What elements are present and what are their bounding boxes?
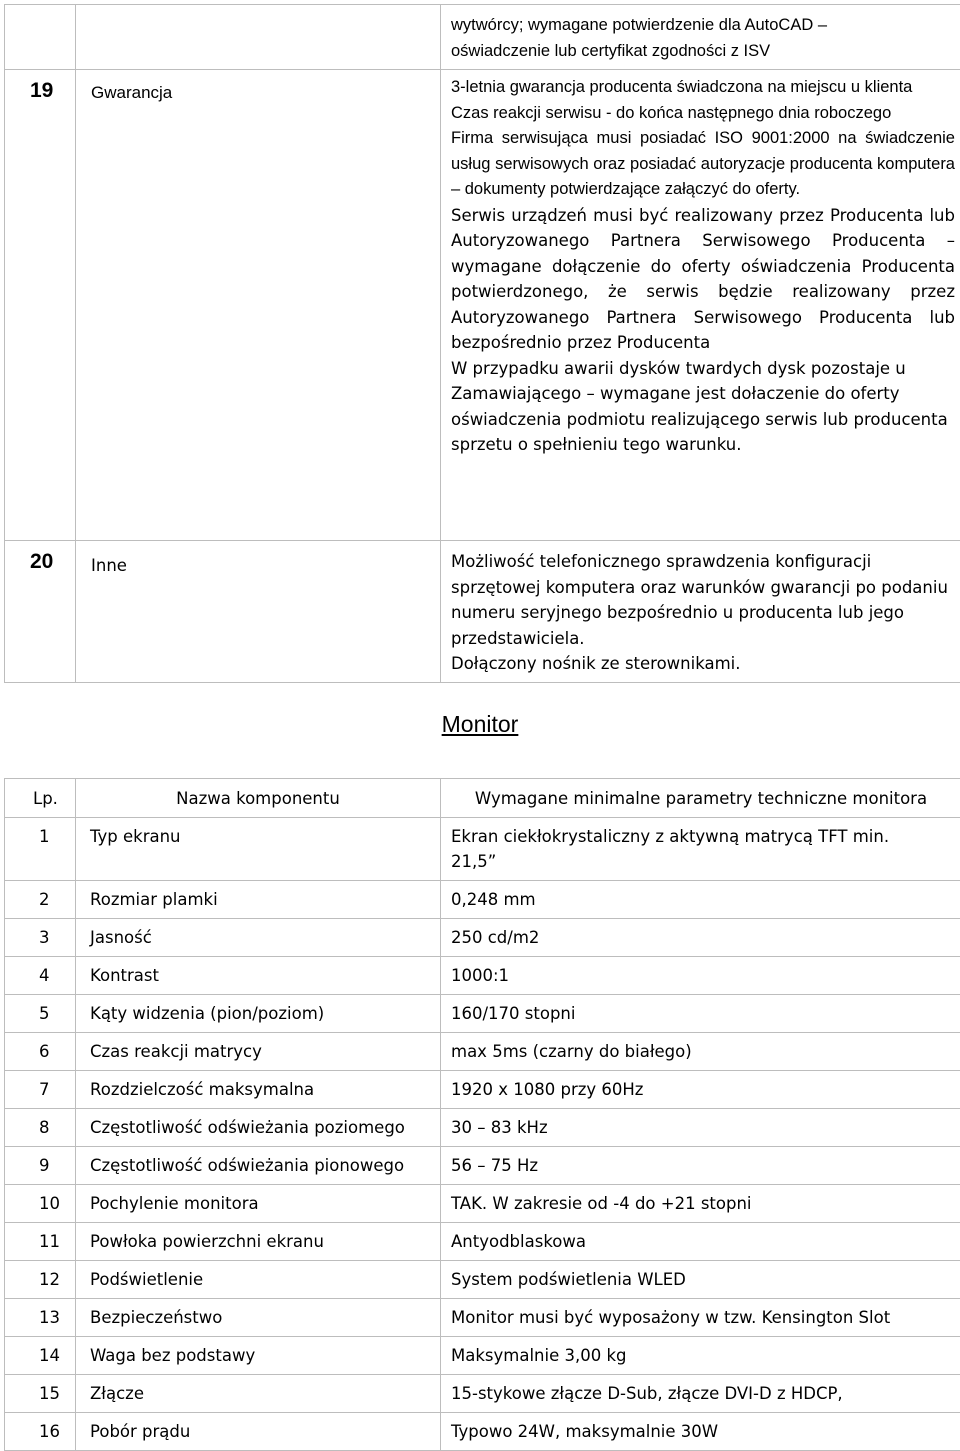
row-number-cell <box>5 1223 76 1261</box>
row-name: Inne <box>76 541 440 578</box>
header-number: Lp. <box>5 779 76 818</box>
section-title: Monitor <box>0 711 960 738</box>
row-number-cell <box>5 919 76 957</box>
row-number-cell <box>5 957 76 995</box>
component-name-cell <box>76 1147 441 1185</box>
component-value-cell <box>441 1223 960 1261</box>
component-value: 56 – 75 Hz <box>441 1153 960 1178</box>
row-number-cell <box>5 1071 76 1109</box>
table-row <box>5 995 960 1033</box>
component-name-cell <box>76 818 441 881</box>
table-row <box>5 1185 960 1223</box>
component-value-cell <box>441 1147 960 1185</box>
row-number-cell <box>5 70 76 541</box>
row-number: 1 <box>5 818 75 849</box>
component-name: Kontrast <box>76 963 440 988</box>
component-name-cell <box>76 1337 441 1375</box>
table-row <box>5 1375 960 1413</box>
row-number-cell <box>5 5 76 70</box>
component-value: max 5ms (czarny do białego) <box>441 1039 960 1064</box>
table-row <box>5 1223 960 1261</box>
component-value: Antyodblaskowa <box>441 1229 960 1254</box>
component-name-cell <box>76 957 441 995</box>
row-number-cell <box>5 541 76 683</box>
value-paragraph: Serwis urządzeń musi być realizowany przez Producenta lub Autoryzowanego Partnera Serwisowego Producenta – wymagane dołączenie do oferty oświadczenia Producenta potwierdzonego, że serwis będzie realizowany przez Autoryzowanego Partnera Serwisowego Producenta lub bezpośrednio przez Producenta <box>451 203 955 356</box>
component-value-cell <box>441 818 960 881</box>
row-number: 15 <box>5 1381 75 1406</box>
component-name: Czas reakcji matrycy <box>76 1039 440 1064</box>
row-number-cell <box>5 1185 76 1223</box>
row-number: 20 <box>5 541 75 575</box>
value-paragraph: 3-letnia gwarancja producenta świadczona na miejscu u klienta <box>451 75 955 101</box>
row-number-cell <box>5 1261 76 1299</box>
table-header-row <box>5 779 960 818</box>
row-number: 8 <box>5 1115 75 1140</box>
component-name-cell <box>76 1375 441 1413</box>
table-row <box>5 541 960 683</box>
component-value-cell <box>441 1109 960 1147</box>
component-name-cell <box>76 1223 441 1261</box>
row-number-cell <box>5 1299 76 1337</box>
row-number: 14 <box>5 1343 75 1368</box>
component-value: 250 cd/m2 <box>441 925 960 950</box>
component-name-cell <box>76 1261 441 1299</box>
row-number: 2 <box>5 887 75 912</box>
component-value-cell <box>441 1033 960 1071</box>
component-name: Powłoka powierzchni ekranu <box>76 1229 440 1254</box>
component-name: Typ ekranu <box>76 818 440 849</box>
component-value: 0,248 mm <box>441 887 960 912</box>
row-number-cell <box>5 1147 76 1185</box>
row-number: 9 <box>5 1153 75 1178</box>
row-number-cell <box>5 881 76 919</box>
component-value-cell <box>441 881 960 919</box>
component-name: Kąty widzenia (pion/poziom) <box>76 1001 440 1026</box>
value-paragraph: Dołączony nośnik ze sterownikami. <box>451 651 955 677</box>
monitor-spec-table <box>4 778 960 1451</box>
table-row <box>5 1033 960 1071</box>
row-number: 7 <box>5 1077 75 1102</box>
row-number: 10 <box>5 1191 75 1216</box>
component-name: Częstotliwość odświeżania pionowego <box>76 1153 440 1178</box>
component-value: 15-stykowe złącze D-Sub, złącze DVI-D z HDCP, <box>441 1381 960 1406</box>
header-name: Nazwa komponentu <box>76 779 441 818</box>
table-row <box>5 1337 960 1375</box>
row-value-cell <box>441 5 960 70</box>
table-row <box>5 1299 960 1337</box>
component-value-cell <box>441 1261 960 1299</box>
value-paragraph: Możliwość telefonicznego sprawdzenia konfiguracji sprzętowej komputera oraz warunków gwarancji po podaniu numeru seryjnego bezpośrednio u producenta lub jego przedstawiciela. <box>451 549 955 651</box>
component-value-cell <box>441 1071 960 1109</box>
component-name-cell <box>76 995 441 1033</box>
row-number-cell <box>5 1337 76 1375</box>
row-name-cell <box>76 541 441 683</box>
header-value: Wymagane minimalne parametry techniczne monitora <box>441 779 960 818</box>
component-value-cell <box>441 1185 960 1223</box>
row-number: 4 <box>5 963 75 988</box>
component-value: System podświetlenia WLED <box>441 1267 960 1292</box>
value-paragraph: Firma serwisująca musi posiadać ISO 9001:2000 na świadczenie usług serwisowych oraz posiadać autoryzacje producenta komputera – dokumenty potwierdzające załączyć do oferty. <box>451 126 955 203</box>
value-paragraph: W przypadku awarii dysków twardych dysk pozostaje u Zamawiającego – wymagane jest dołaczenie do oferty oświadczenia podmiotu realizującego serwis lub producenta sprzetu o spełnieniu tego warunku. <box>451 356 955 458</box>
component-value: Monitor musi być wyposażony w tzw. Kensington Slot <box>441 1305 960 1330</box>
value-paragraph: Czas reakcji serwisu - do końca następnego dnia roboczego <box>451 101 955 127</box>
row-number: 13 <box>5 1305 75 1330</box>
table-row <box>5 957 960 995</box>
row-number-cell <box>5 1413 76 1451</box>
row-name-cell <box>76 5 441 70</box>
table-row <box>5 881 960 919</box>
component-value: Maksymalnie 3,00 kg <box>441 1343 960 1368</box>
component-name-cell <box>76 1413 441 1451</box>
component-name: Rozdzielczość maksymalna <box>76 1077 440 1102</box>
component-name: Bezpieczeństwo <box>76 1305 440 1330</box>
table-row <box>5 1413 960 1451</box>
row-value-cell <box>441 70 960 541</box>
row-number-cell <box>5 995 76 1033</box>
row-number: 16 <box>5 1419 75 1444</box>
component-value-cell <box>441 1375 960 1413</box>
component-name: Podświetlenie <box>76 1267 440 1292</box>
table-row <box>5 1147 960 1185</box>
component-value-cell <box>441 995 960 1033</box>
component-name: Pobór prądu <box>76 1419 440 1444</box>
component-value: 160/170 stopni <box>441 1001 960 1026</box>
table-row <box>5 5 960 70</box>
row-number: 6 <box>5 1039 75 1064</box>
continuation-line: oświadczenie lub certyfikat zgodności z ISV <box>451 39 955 65</box>
row-number: 11 <box>5 1229 75 1254</box>
component-name: Pochylenie monitora <box>76 1191 440 1216</box>
component-name: Złącze <box>76 1381 440 1406</box>
component-value: 1000:1 <box>441 963 960 988</box>
continuation-line: wytwórcy; wymagane potwierdzenie dla AutoCAD – <box>451 13 955 39</box>
component-name: Rozmiar plamki <box>76 887 440 912</box>
component-name-cell <box>76 881 441 919</box>
component-value: 30 – 83 kHz <box>441 1115 960 1140</box>
component-value-cell <box>441 957 960 995</box>
row-number-cell <box>5 1033 76 1071</box>
row-number: 5 <box>5 1001 75 1026</box>
component-name: Częstotliwość odświeżania poziomego <box>76 1115 440 1140</box>
component-name-cell <box>76 1299 441 1337</box>
component-name: Waga bez podstawy <box>76 1343 440 1368</box>
table-row <box>5 1071 960 1109</box>
row-number: 3 <box>5 925 75 950</box>
computer-spec-table <box>4 4 960 683</box>
component-name-cell <box>76 1033 441 1071</box>
row-number: 19 <box>5 70 75 104</box>
table-row <box>5 919 960 957</box>
component-value: Ekran ciekłokrystaliczny z aktywną matrycą TFT min. <box>441 818 960 849</box>
row-name: Gwarancja <box>76 70 440 105</box>
row-value-cell <box>441 541 960 683</box>
table-row <box>5 1109 960 1147</box>
component-value: Typowo 24W, maksymalnie 30W <box>441 1419 960 1444</box>
component-value-cell <box>441 1337 960 1375</box>
component-name: Jasność <box>76 925 440 950</box>
component-value-cell <box>441 1299 960 1337</box>
component-value-cell <box>441 919 960 957</box>
row-number-cell <box>5 1109 76 1147</box>
component-name-cell <box>76 1071 441 1109</box>
table-row <box>5 818 960 881</box>
table-row <box>5 1261 960 1299</box>
component-name-cell <box>76 1109 441 1147</box>
component-value: 1920 x 1080 przy 60Hz <box>441 1077 960 1102</box>
component-value-cell <box>441 1413 960 1451</box>
table-row <box>5 70 960 541</box>
component-value: TAK. W zakresie od -4 do +21 stopni <box>441 1191 960 1216</box>
row-number-cell <box>5 1375 76 1413</box>
row-number: 12 <box>5 1267 75 1292</box>
component-name-cell <box>76 919 441 957</box>
component-name-cell <box>76 1185 441 1223</box>
row-number-cell <box>5 818 76 881</box>
row-name-cell <box>76 70 441 541</box>
component-value-line2: 21,5” <box>441 849 960 874</box>
